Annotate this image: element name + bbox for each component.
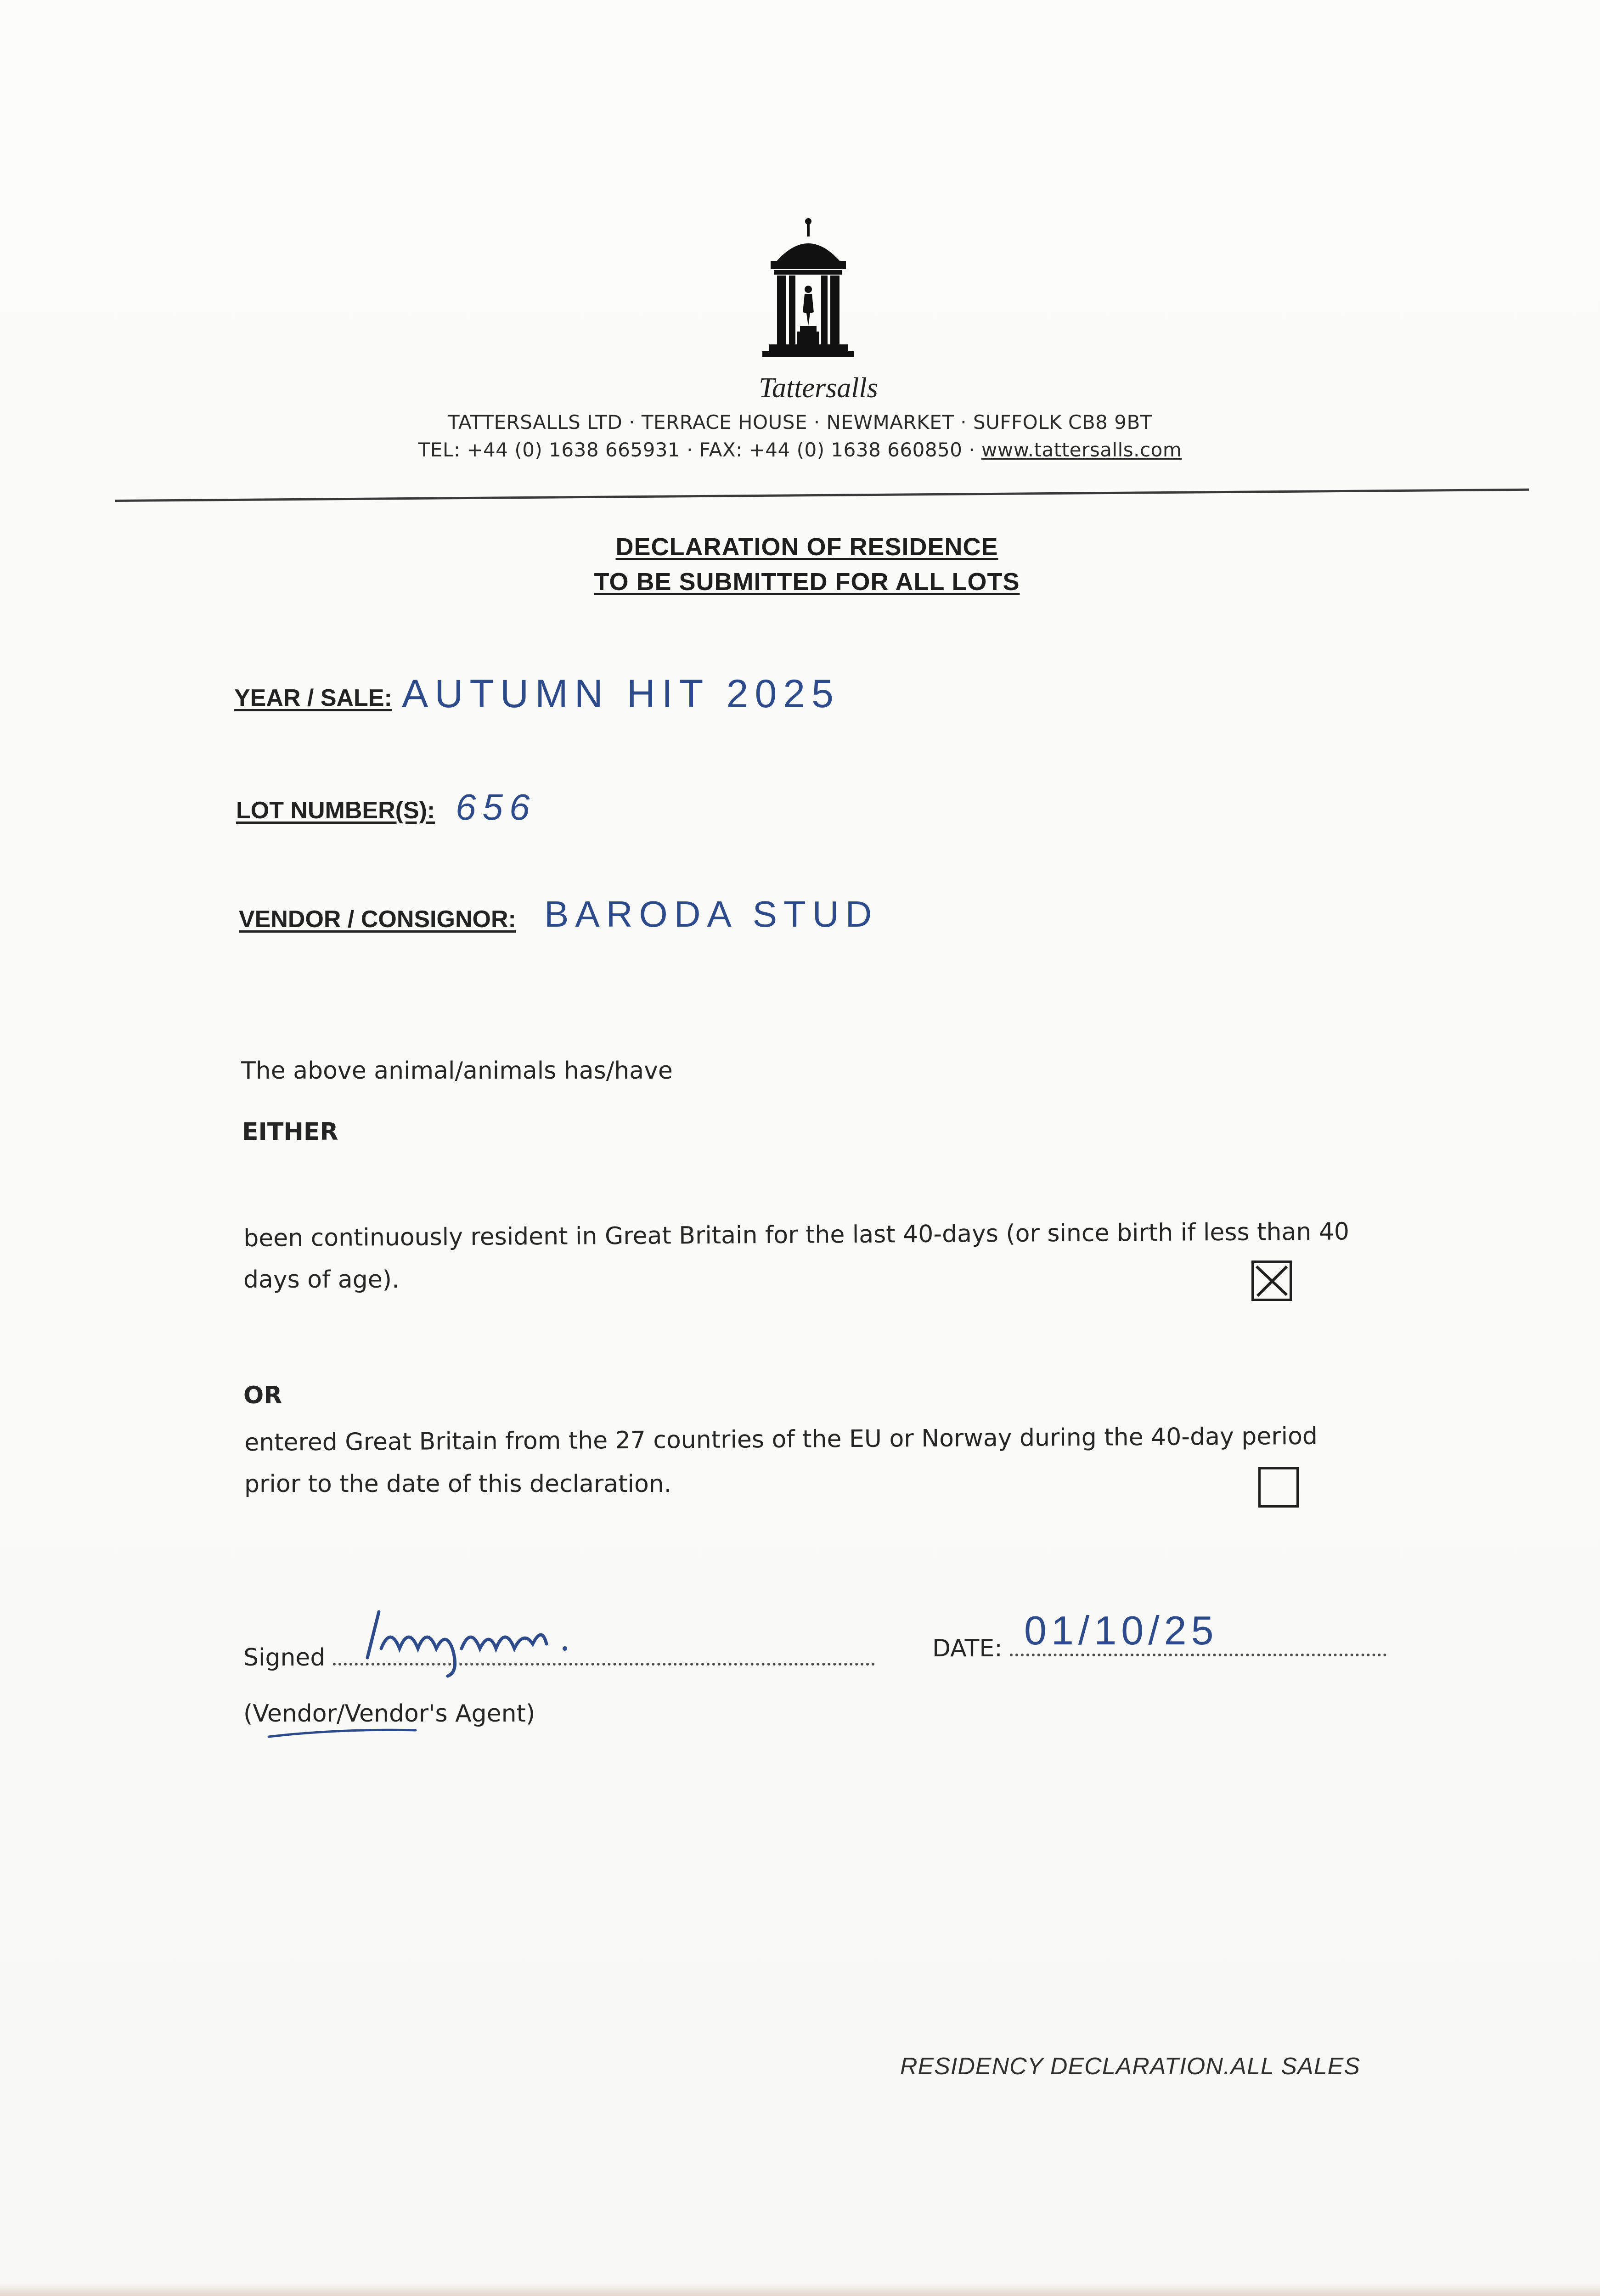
either-label: EITHER <box>242 1118 338 1146</box>
page-edge-shadow <box>0 2283 1600 2296</box>
declaration-intro: The above animal/animals has/have <box>241 1057 673 1085</box>
year-sale-label: YEAR / SALE: <box>234 685 392 711</box>
header-divider <box>115 489 1529 502</box>
footer-form-reference: RESIDENCY DECLARATION.ALL SALES <box>900 2053 1361 2080</box>
company-address: TATTERSALLS LTD · TERRACE HOUSE · NEWMARKET · SUFFOLK CB8 9BT <box>448 411 1152 433</box>
tattersalls-logo <box>749 216 868 372</box>
checkbox-cross-icon <box>1254 1263 1290 1299</box>
year-sale-value[interactable]: AUTUMN HIT 2025 <box>402 672 840 716</box>
option2-text-line2: prior to the date of this declaration. <box>244 1470 672 1498</box>
document-subtitle: TO BE SUBMITTED FOR ALL LOTS <box>594 568 1020 596</box>
vendor-label: VENDOR / CONSIGNOR: <box>239 906 516 933</box>
option1-text-line1: been continuously resident in Great Britain for the last 40-days (or since birth if less than 40 <box>243 1218 1350 1252</box>
date-label: DATE: <box>932 1635 1003 1662</box>
vendor-value[interactable]: BARODA STUD <box>544 894 879 934</box>
signed-label: Signed <box>243 1644 326 1671</box>
document-title: DECLARATION OF RESIDENCE <box>615 533 998 561</box>
or-label: OR <box>243 1382 282 1409</box>
option2-text-line1: entered Great Britain from the 27 countries of the EU or Norway during the 40-day period <box>244 1422 1318 1457</box>
option1-text-line2: days of age). <box>243 1266 400 1294</box>
role-underline-mark <box>266 1727 418 1740</box>
signature-role: (Vendor/Vendor's Agent) <box>243 1700 535 1728</box>
option2-checkbox[interactable] <box>1258 1467 1299 1508</box>
option1-checkbox[interactable] <box>1251 1261 1292 1301</box>
lot-numbers-label: LOT NUMBER(S): <box>236 797 435 824</box>
handwritten-signature[interactable] <box>354 1598 611 1681</box>
date-value[interactable]: 01/10/25 <box>1024 1608 1218 1653</box>
brand-name: Tattersalls <box>759 372 878 404</box>
company-contact <box>0 439 1600 461</box>
lot-numbers-value[interactable]: 656 <box>456 787 536 827</box>
contact-phone-fax: TEL: +44 (0) 1638 665931 · FAX: +44 (0) 1638 660850 · <box>418 439 982 461</box>
website-link[interactable]: www.tattersalls.com <box>981 439 1182 461</box>
